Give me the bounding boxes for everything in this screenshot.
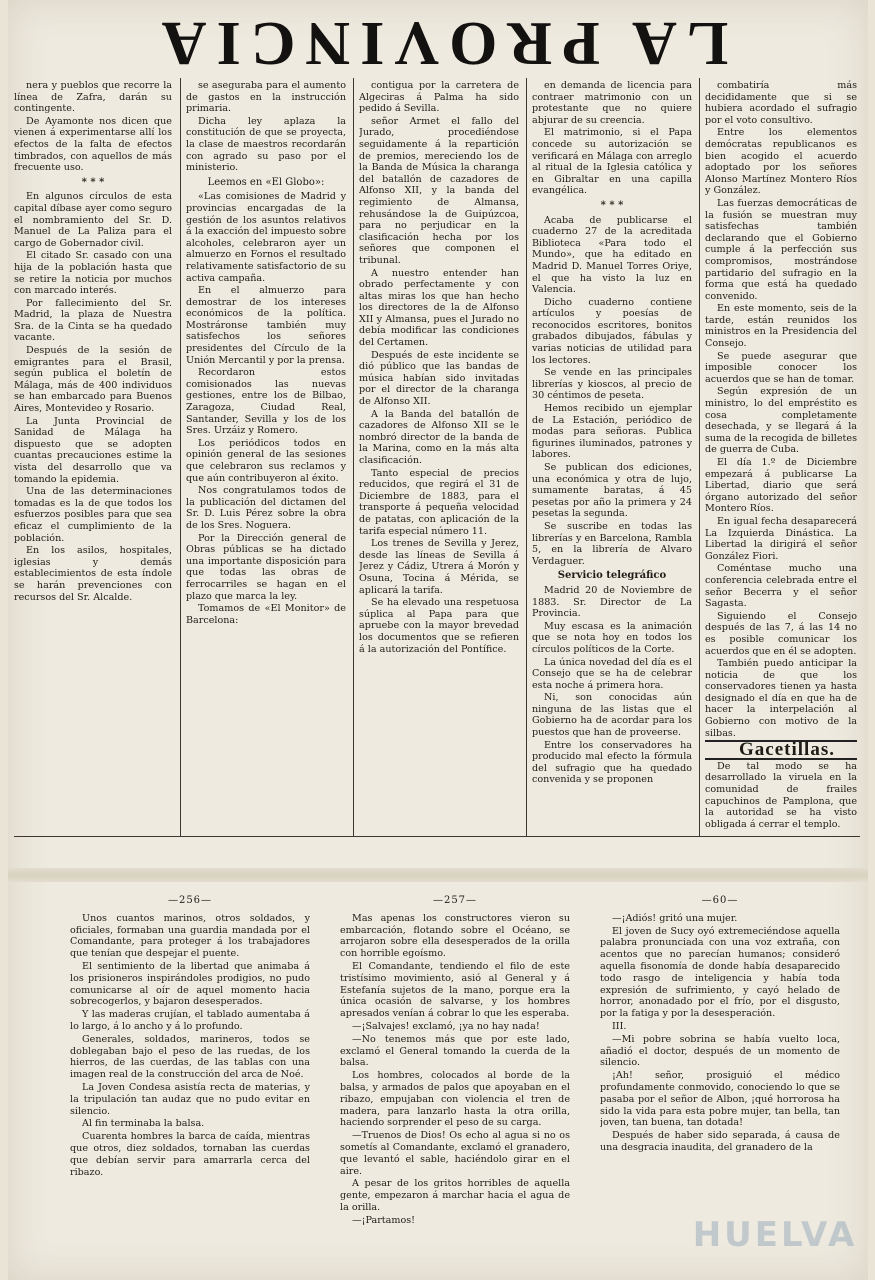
paragraph: Tomamos de «El Monitor» de Barcelona:: [186, 603, 346, 626]
paragraph: El joven de Sucy oyó extremeciéndose aquella palabra pronunciada con una voz extraña, con acentos que no parecían humanos; consideró aquella fisonomía de donde había desaparecido todo rasgo de inteligencia y había toda expresión de sufrimiento, y cayó helado de horror, anonadado por el frío, por el disgusto, por la fatiga y por la desesperación.: [600, 925, 840, 1020]
masthead-title: LA PROVINCIA: [151, 9, 729, 77]
paragraph: Coméntase mucho una conferencia celebrada entre el señor Becerra y el señor Sagasta.: [705, 563, 857, 610]
paragraph: El Comandante, tendiendo el filo de este tristísimo movimiento, asió al General y á Estefanía sujetos de la mano, porque era la única ocasión de salvarse, y los hombres apresados venían á cobrar lo que les esperaba.: [340, 960, 570, 1020]
paragraph: Después de haber sido separada, á causa de una desgracia inaudita, del granadero de la: [600, 1130, 840, 1153]
paragraph: A nuestro entender han obrado perfectamente y con altas miras los que han hecho los directores de la de Alfonso XII y Almansa, pues el Jurado no debía modificar las condiciones del Certamen.: [359, 267, 519, 349]
section-heading: Servicio telegráfico: [557, 570, 667, 582]
column-3: [359, 80, 519, 835]
column-2: [186, 80, 346, 835]
paragraph: En algunos círculos de esta capital díbase ayer como seguro el nombramiento del Sr. D. Manuel de La Paliza para el cargo de Gobernador civil.: [14, 191, 172, 249]
paragraph: ¡Ah! señor, prosiguió el médico profundamente conmovido, conociendo lo que se pasaba por el señor de Albon, ¡qué horrorosa ha sido la vida para esta pobre mujer, tan bella, tan joven, tan buena, tan dotada!: [600, 1070, 840, 1129]
paragraph: En este momento, seis de la tarde, están reunidos los ministros en la Presidencia del Consejo.: [705, 303, 857, 350]
paragraph: La Junta Provincial de Sanidad de Málaga ha dispuesto que se adopten cuantas precauciones estime la vista del desarrollo que va tomando la epidemia.: [14, 415, 172, 485]
paragraph: Dicha ley aplaza la constitución de que se proyecta, la clase de maestros recordarán con agrado su paso por el ministerio.: [186, 115, 346, 174]
paragraph: Entre los conservadores ha producido mal efecto la fórmula del sufragio que ha quedado convenida y se proponen: [532, 739, 692, 786]
quote-heading: Leemos en «El Globo»:: [207, 176, 325, 188]
paragraph: Según expresión de un ministro, lo del empréstito es cosa completamente desechada, y se llegará á la suma de la recogida de billetes de guerra de Cuba.: [705, 386, 857, 456]
paragraph: De Ayamonte nos dicen que vienen á experimentarse allí los efectos de la falta de efectos timbrados, con aquellos de más frecuente uso.: [14, 115, 172, 174]
paragraph: —Truenos de Dios! Os echo al agua si no os sometís al Comandante, exclamó el granadero, que levantó el sable, haciéndolo girar en el aire.: [340, 1130, 570, 1177]
paragraph: En el almuerzo para demostrar de los intereses económicos de la política. Mostráronse también muy satisfechos los señores presidentes del Círculo de la Unión Mercantil y por la prensa.: [186, 285, 346, 366]
paragraph: El día 1.º de Diciembre empezará á publicarse La Libertad, diario que será órgano autorizado del señor Montero Ríos.: [705, 457, 857, 515]
paragraph: Dicho cuaderno contiene artículos y poesías de reconocidos escritores, bonitos grabados dibujados, fábulas y varias noticias de utilidad para los lectores.: [532, 296, 692, 366]
serial-left: [70, 895, 310, 1270]
serial-middle: [340, 895, 570, 1270]
paragraph: Los hombres, colocados al borde de la balsa, y armados de palos que apoyaban en el ribazo, empujaban con violencia el tren de madera, para lanzarlo hasta la otra orilla, haciendo sorprender el peso de su carga.: [340, 1070, 570, 1129]
column-1: [14, 80, 172, 835]
paragraph: Unos cuantos marinos, otros soldados, y oficiales, formaban una guardia mandada por el Comandante, para proteger á los trabajadores que tenían que despejar el puente.: [70, 912, 310, 960]
paragraph: El matrimonio, si el Papa concede su autorización se verificará en Málaga con arreglo al ritual de la Iglesia católica y en Gibraltar en una capilla evangélica.: [532, 127, 692, 197]
paragraph: señor Armet el fallo del Jurado, procediéndose seguidamente á la repartición de premios, mereciendo los de la Banda de Música la charanga del batallón de cazadores de Alfonso XII, y la banda del regimiento de Almansa, rehusándose la de Guipúzcoa, para no perjudicar en la clasificación hecha por los señores que componen el tribunal.: [359, 115, 519, 266]
paragraph: Nos congratulamos todos de la publicación del dictamen del Sr. D. Luis Pérez sobre la obra de los Sres. Noguera.: [186, 485, 346, 531]
page-number: —256—: [167, 895, 213, 906]
paragraph: en demanda de licencia para contraer matrimonio con un protestante que no quiere abjurar de su creencia.: [532, 80, 692, 126]
horizontal-rule: [14, 836, 860, 837]
paragraph: —¡Salvajes! exclamó, ¡ya no hay nada!: [352, 1020, 540, 1032]
page-fold: [8, 868, 868, 882]
paragraph: El sentimiento de la libertad que animaba á los prisioneros inspirándoles prodigios, no pudo comunicarse al oír de aquel momento hacia sobrecogerlos, y bajaron desesperados.: [70, 960, 310, 1008]
paragraph: Se ha elevado una respetuosa súplica al Papa para que apruebe con la mayor brevedad los documentos que se refieren á la autorización del Pontífice.: [359, 597, 519, 655]
paragraph: Los periódicos todos en opinión general de las sesiones que celebraron sus reclamos y que aún contribuyeron al éxito.: [186, 437, 346, 484]
section-heading-gacetillas: Gacetillas.: [705, 740, 857, 760]
paragraph: Hemos recibido un ejemplar de La Estación, periódico de modas para señoras. Publica figurines iluminados, patrones y labores.: [532, 403, 692, 461]
paragraph: Se vende en las principales librerías y kioscos, al precio de 30 céntimos de peseta.: [532, 367, 692, 402]
paragraph: El citado Sr. casado con una hija de la población hasta que se retire la noticia por muchos con marcado interés.: [14, 250, 172, 297]
column-4: [532, 80, 692, 835]
paragraph: —No tenemos más que por este lado, exclamó el General tomando la cuerda de la balsa.: [340, 1033, 570, 1069]
paragraph: —Mi pobre sobrina se había vuelto loca, añadió el doctor, después de un momento de silencio.: [600, 1033, 840, 1069]
paragraph: La Joven Condesa asistía recta de materias, y la tripulación tan audaz que no pudo evitar en silencio.: [70, 1081, 310, 1117]
paragraph: Después de este incidente se dió público que las bandas de música habían sido invitadas por el director de la charanga de Alfonso XII.: [359, 349, 519, 408]
paragraph: A pesar de los gritos horribles de aquella gente, empezaron á marchar hacia el agua de la orilla.: [340, 1178, 570, 1213]
serial-right: [600, 895, 840, 1270]
paragraph: En los asilos, hospitales, iglesias y demás establecimientos de esta índole se harán prevenciones con recursos del Sr. Alcalde.: [14, 545, 172, 603]
page-number: —257—: [432, 895, 478, 906]
paragraph: Muy escasa es la animación que se nota hoy en todos los círculos políticos de la Corte.: [532, 620, 692, 655]
paragraph: —¡Partamos!: [352, 1214, 416, 1226]
paragraph: Entre los elementos demócratas republicanos es bien acogido el acuerdo adoptado por los señores Alonso Martínez Montero Ríos y González.: [705, 127, 857, 197]
paragraph: En igual fecha desaparecerá La Izquierda Dinástica. La Libertad la dirigirá el señor González Fiori.: [705, 515, 857, 562]
divider: * * *: [81, 176, 105, 188]
paragraph: combatiría más decididamente que si se hubiera acordado el sufragio por el voto consultivo.: [705, 80, 857, 126]
paragraph: Después de la sesión de emigrantes para el Brasil, según publica el boletín de Málaga, más de 400 individuos se han embarcado para Buenos Aires, Montevideo y Rosario.: [14, 345, 172, 415]
paragraph: Siguiendo el Consejo después de las 7, á las 14 no es posible comunicar los acuerdos que en él se adopten.: [705, 610, 857, 657]
paragraph: También puedo anticipar la noticia de que los conservadores tienen ya hasta designado el día en que ha de hacer la interpelación al Gobierno con motivo de la silbas.: [705, 658, 857, 739]
paragraph: Recordaron estos comisionados las nuevas gestiones, entre los de Bilbao, Zaragoza, Ciudad Real, Santander, Sevilla y los de los Sres. Urzáiz y Romero.: [186, 367, 346, 437]
upper-columns: [14, 80, 860, 835]
paragraph: Madrid 20 de Noviembre de 1883. Sr. Director de La Provincia.: [532, 584, 692, 620]
paragraph: Las fuerzas democráticas de la fusión se muestran muy satisfechas también declarando que el Gobierno cumple á la perfección sus compromisos, mostrándose partidario del sufragio en la forma que está ha quedado convenido.: [705, 197, 857, 302]
paragraph: Los trenes de Sevilla y Jerez, desde las líneas de Sevilla á Jerez y Cádiz, Utrera á Morón y Osuna, Tocina á Mérida, se aplicará la tarifa.: [359, 538, 519, 596]
chapter-heading: III.: [612, 1020, 627, 1032]
paragraph: Por fallecimiento del Sr. Madrid, la plaza de Nuestra Sra. de la Cinta se ha quedado vacante.: [14, 297, 172, 344]
paragraph: Y las maderas crujían, el tablado aumentaba á lo largo, á lo ancho y á lo profundo.: [70, 1009, 310, 1032]
paragraph: Tanto especial de precios reducidos, que regirá el 31 de Diciembre de 1883, para el transporte á pequeña velocidad de patatas, con aplicación de la tarifa especial número 11.: [359, 467, 519, 537]
paragraph: Una de las determinaciones tomadas es la de que todos los esfuerzos posibles para que sea eficaz el cumplimiento de la población.: [14, 486, 172, 544]
paragraph: Mas apenas los constructores vieron su embarcación, flotando sobre el Océano, se arrojaron sobre ella desesperados de la orilla con horrible egoísmo.: [340, 912, 570, 960]
paragraph: Generales, soldados, marineros, todos se doblegaban bajo el peso de las ruedas, de los hierros, de las cuerdas, de las tablas con una imagen real de la construcción del arca de Noé.: [70, 1033, 310, 1081]
paragraph: Acaba de publicarse el cuaderno 27 de la acreditada Biblioteca «Para todo el Mundo», que ha editado en Madrid D. Manuel Torres Oriye, el que ha visto la luz en Valencia.: [532, 214, 692, 296]
divider: * * *: [600, 199, 624, 211]
paragraph: A la Banda del batallón de cazadores de Alfonso XII se le nombró director de la banda de la Marina, como en la más alta clasificación.: [359, 408, 519, 466]
page-number: —60—: [701, 895, 739, 906]
paragraph: Al fin terminaba la balsa.: [82, 1118, 205, 1130]
paragraph: Cuarenta hombres la barca de caída, mientras que otros, diez soldados, tornaban las cuerdas que debían servir para amarrarla cerca del ribazo.: [70, 1131, 310, 1178]
paragraph: Ni, son conocidas aún ninguna de las listas que el Gobierno ha de acordar para los puestos que han de proveerse.: [532, 692, 692, 739]
paragraph: contigua por la carretera de Algeciras á Palma ha sido pedido á Sevilla.: [359, 80, 519, 115]
paragraph: Por la Dirección general de Obras públicas se ha dictado una importante disposición para que todas las obras de ferrocarriles se hagan en el plazo que marca la ley.: [186, 532, 346, 602]
paragraph: nera y pueblos que recorre la línea de Zafra, darán su contingente.: [14, 80, 172, 115]
paragraph: Se publican dos ediciones, una económica y otra de lujo, sumamente baratas, á 45 pesetas por año la primera y 24 pesetas la segunda.: [532, 462, 692, 520]
paragraph: La única novedad del día es el Consejo que se ha de celebrar esta noche á primera hora.: [532, 656, 692, 691]
paragraph: se aseguraba para el aumento de gastos en la instrucción primaria.: [186, 80, 346, 115]
column-5: [705, 80, 857, 835]
paragraph: —¡Adiós! gritó una mujer.: [612, 912, 738, 924]
archive-watermark: HUELVA: [692, 1215, 858, 1255]
paragraph: Se puede asegurar que imposible conocer los acuerdos que se han de tomar.: [705, 350, 857, 385]
paragraph: Se suscribe en todas las librerías y en Barcelona, Rambla 5, en la librería de Alvaro Verdaguer.: [532, 520, 692, 567]
paragraph: De tal modo se ha desarrollado la viruela en la comunidad de frailes capuchinos de Pamplona, que la autoridad se ha visto obligada á cerrar el templo.: [705, 760, 857, 830]
paragraph: «Las comisiones de Madrid y provincias encargadas de la gestión de los asuntos relativos á la exacción del impuesto sobre alcoholes, celebraron ayer un almuerzo en Fornos el resultado relativamente satisfactorio de su activa campaña.: [186, 191, 346, 284]
